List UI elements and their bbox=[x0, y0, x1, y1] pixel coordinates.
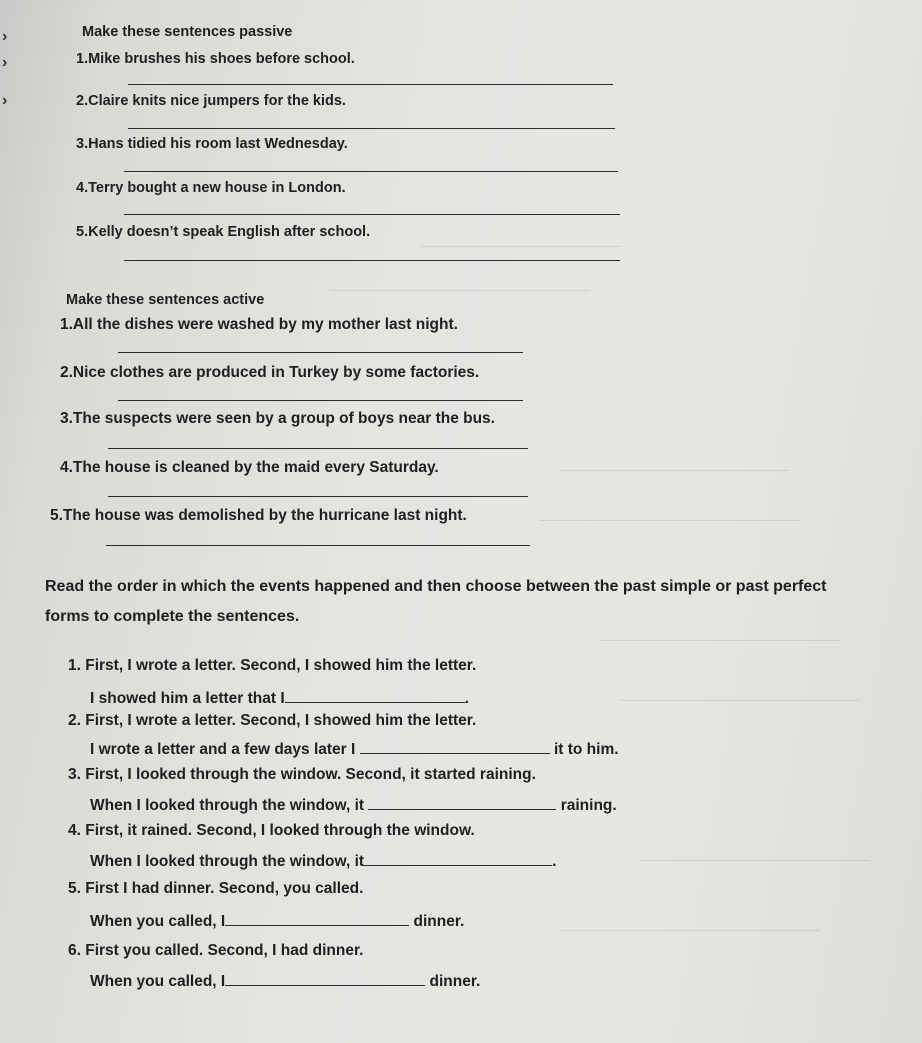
answer-line[interactable] bbox=[118, 400, 523, 401]
answer-line[interactable] bbox=[118, 352, 523, 353]
sentence-end: dinner. bbox=[429, 973, 481, 990]
tense-item-sentence bbox=[90, 851, 556, 871]
answer-blank[interactable] bbox=[225, 911, 409, 926]
active-item-2: 2.Nice clothes are produced in Turkey by some factories. bbox=[60, 364, 480, 381]
tense-item-prompt: 4. First, it rained. Second, I looked through the window. bbox=[68, 822, 475, 839]
passive-item-3: 3.Hans tidied his room last Wednesday. bbox=[76, 136, 348, 152]
binder-hole-mark: › bbox=[2, 28, 8, 45]
passive-item-1: 1.Mike brushes his shoes before school. bbox=[76, 51, 355, 67]
bleed-line bbox=[620, 700, 860, 701]
sentence-end: raining. bbox=[560, 797, 617, 814]
tense-item-sentence bbox=[90, 911, 464, 931]
bleed-line bbox=[600, 640, 840, 641]
tense-item-prompt: 3. First, I looked through the window. Second, it started raining. bbox=[68, 766, 536, 783]
active-heading: Make these sentences active bbox=[66, 292, 265, 308]
sentence-end: it to him. bbox=[553, 741, 619, 758]
tense-instruction-line2: forms to complete the sentences. bbox=[45, 608, 300, 625]
answer-line[interactable] bbox=[124, 260, 620, 261]
passive-item-2: 2.Claire knits nice jumpers for the kids. bbox=[76, 93, 346, 109]
tense-item-prompt: 5. First I had dinner. Second, you called. bbox=[68, 880, 364, 897]
tense-item-prompt: 2. First, I wrote a letter. Second, I showed him the letter. bbox=[68, 712, 477, 729]
sentence-start: When you called, I bbox=[90, 973, 226, 990]
active-item-3: 3.The suspects were seen by a group of boys near the bus. bbox=[60, 410, 495, 427]
tense-item-prompt: 6. First you called. Second, I had dinner. bbox=[68, 942, 364, 959]
sentence-start: I wrote a letter and a few days later I bbox=[90, 741, 356, 758]
answer-line[interactable] bbox=[108, 448, 528, 449]
sentence-end: dinner. bbox=[413, 913, 465, 930]
answer-blank[interactable] bbox=[225, 971, 425, 986]
active-item-5: 5.The house was demolished by the hurricane last night. bbox=[50, 507, 467, 524]
bleed-line bbox=[420, 246, 620, 247]
tense-item-sentence bbox=[90, 739, 619, 759]
passive-item-5: 5.Kelly doesn’t speak English after school. bbox=[76, 224, 371, 240]
answer-line[interactable] bbox=[124, 171, 618, 172]
answer-blank[interactable] bbox=[285, 688, 465, 703]
sentence-end: . bbox=[552, 853, 557, 870]
tense-instruction-line1: Read the order in which the events happened and then choose between the past simple or past perfect bbox=[45, 578, 827, 595]
answer-blank[interactable] bbox=[364, 851, 552, 866]
bleed-line bbox=[640, 860, 870, 861]
sentence-end: . bbox=[464, 690, 469, 707]
passive-item-4: 4.Terry bought a new house in London. bbox=[76, 180, 346, 196]
answer-line[interactable] bbox=[128, 84, 613, 85]
binder-hole-mark: › bbox=[2, 54, 8, 71]
answer-blank[interactable] bbox=[360, 739, 550, 754]
answer-blank[interactable] bbox=[368, 795, 556, 810]
tense-item-sentence bbox=[90, 795, 617, 815]
tense-item-sentence bbox=[90, 971, 480, 991]
tense-item-prompt: 1. First, I wrote a letter. Second, I showed him the letter. bbox=[68, 657, 477, 674]
tense-item-sentence bbox=[90, 688, 469, 708]
answer-line[interactable] bbox=[128, 128, 615, 129]
sentence-start: When you called, I bbox=[90, 913, 226, 930]
bleed-line bbox=[560, 930, 820, 931]
bleed-line bbox=[330, 290, 590, 291]
bleed-line bbox=[560, 470, 790, 471]
sentence-start: When I looked through the window, it bbox=[90, 853, 365, 870]
active-item-4: 4.The house is cleaned by the maid every Saturday. bbox=[60, 459, 439, 476]
sentence-start: When I looked through the window, it bbox=[90, 797, 365, 814]
answer-line[interactable] bbox=[108, 496, 528, 497]
active-item-1: 1.All the dishes were washed by my mother last night. bbox=[60, 316, 458, 333]
sentence-start: I showed him a letter that I bbox=[90, 690, 285, 707]
answer-line[interactable] bbox=[124, 214, 620, 215]
passive-heading: Make these sentences passive bbox=[82, 24, 293, 40]
binder-hole-mark: › bbox=[2, 92, 8, 109]
answer-line[interactable] bbox=[106, 545, 530, 546]
bleed-line bbox=[540, 520, 800, 521]
